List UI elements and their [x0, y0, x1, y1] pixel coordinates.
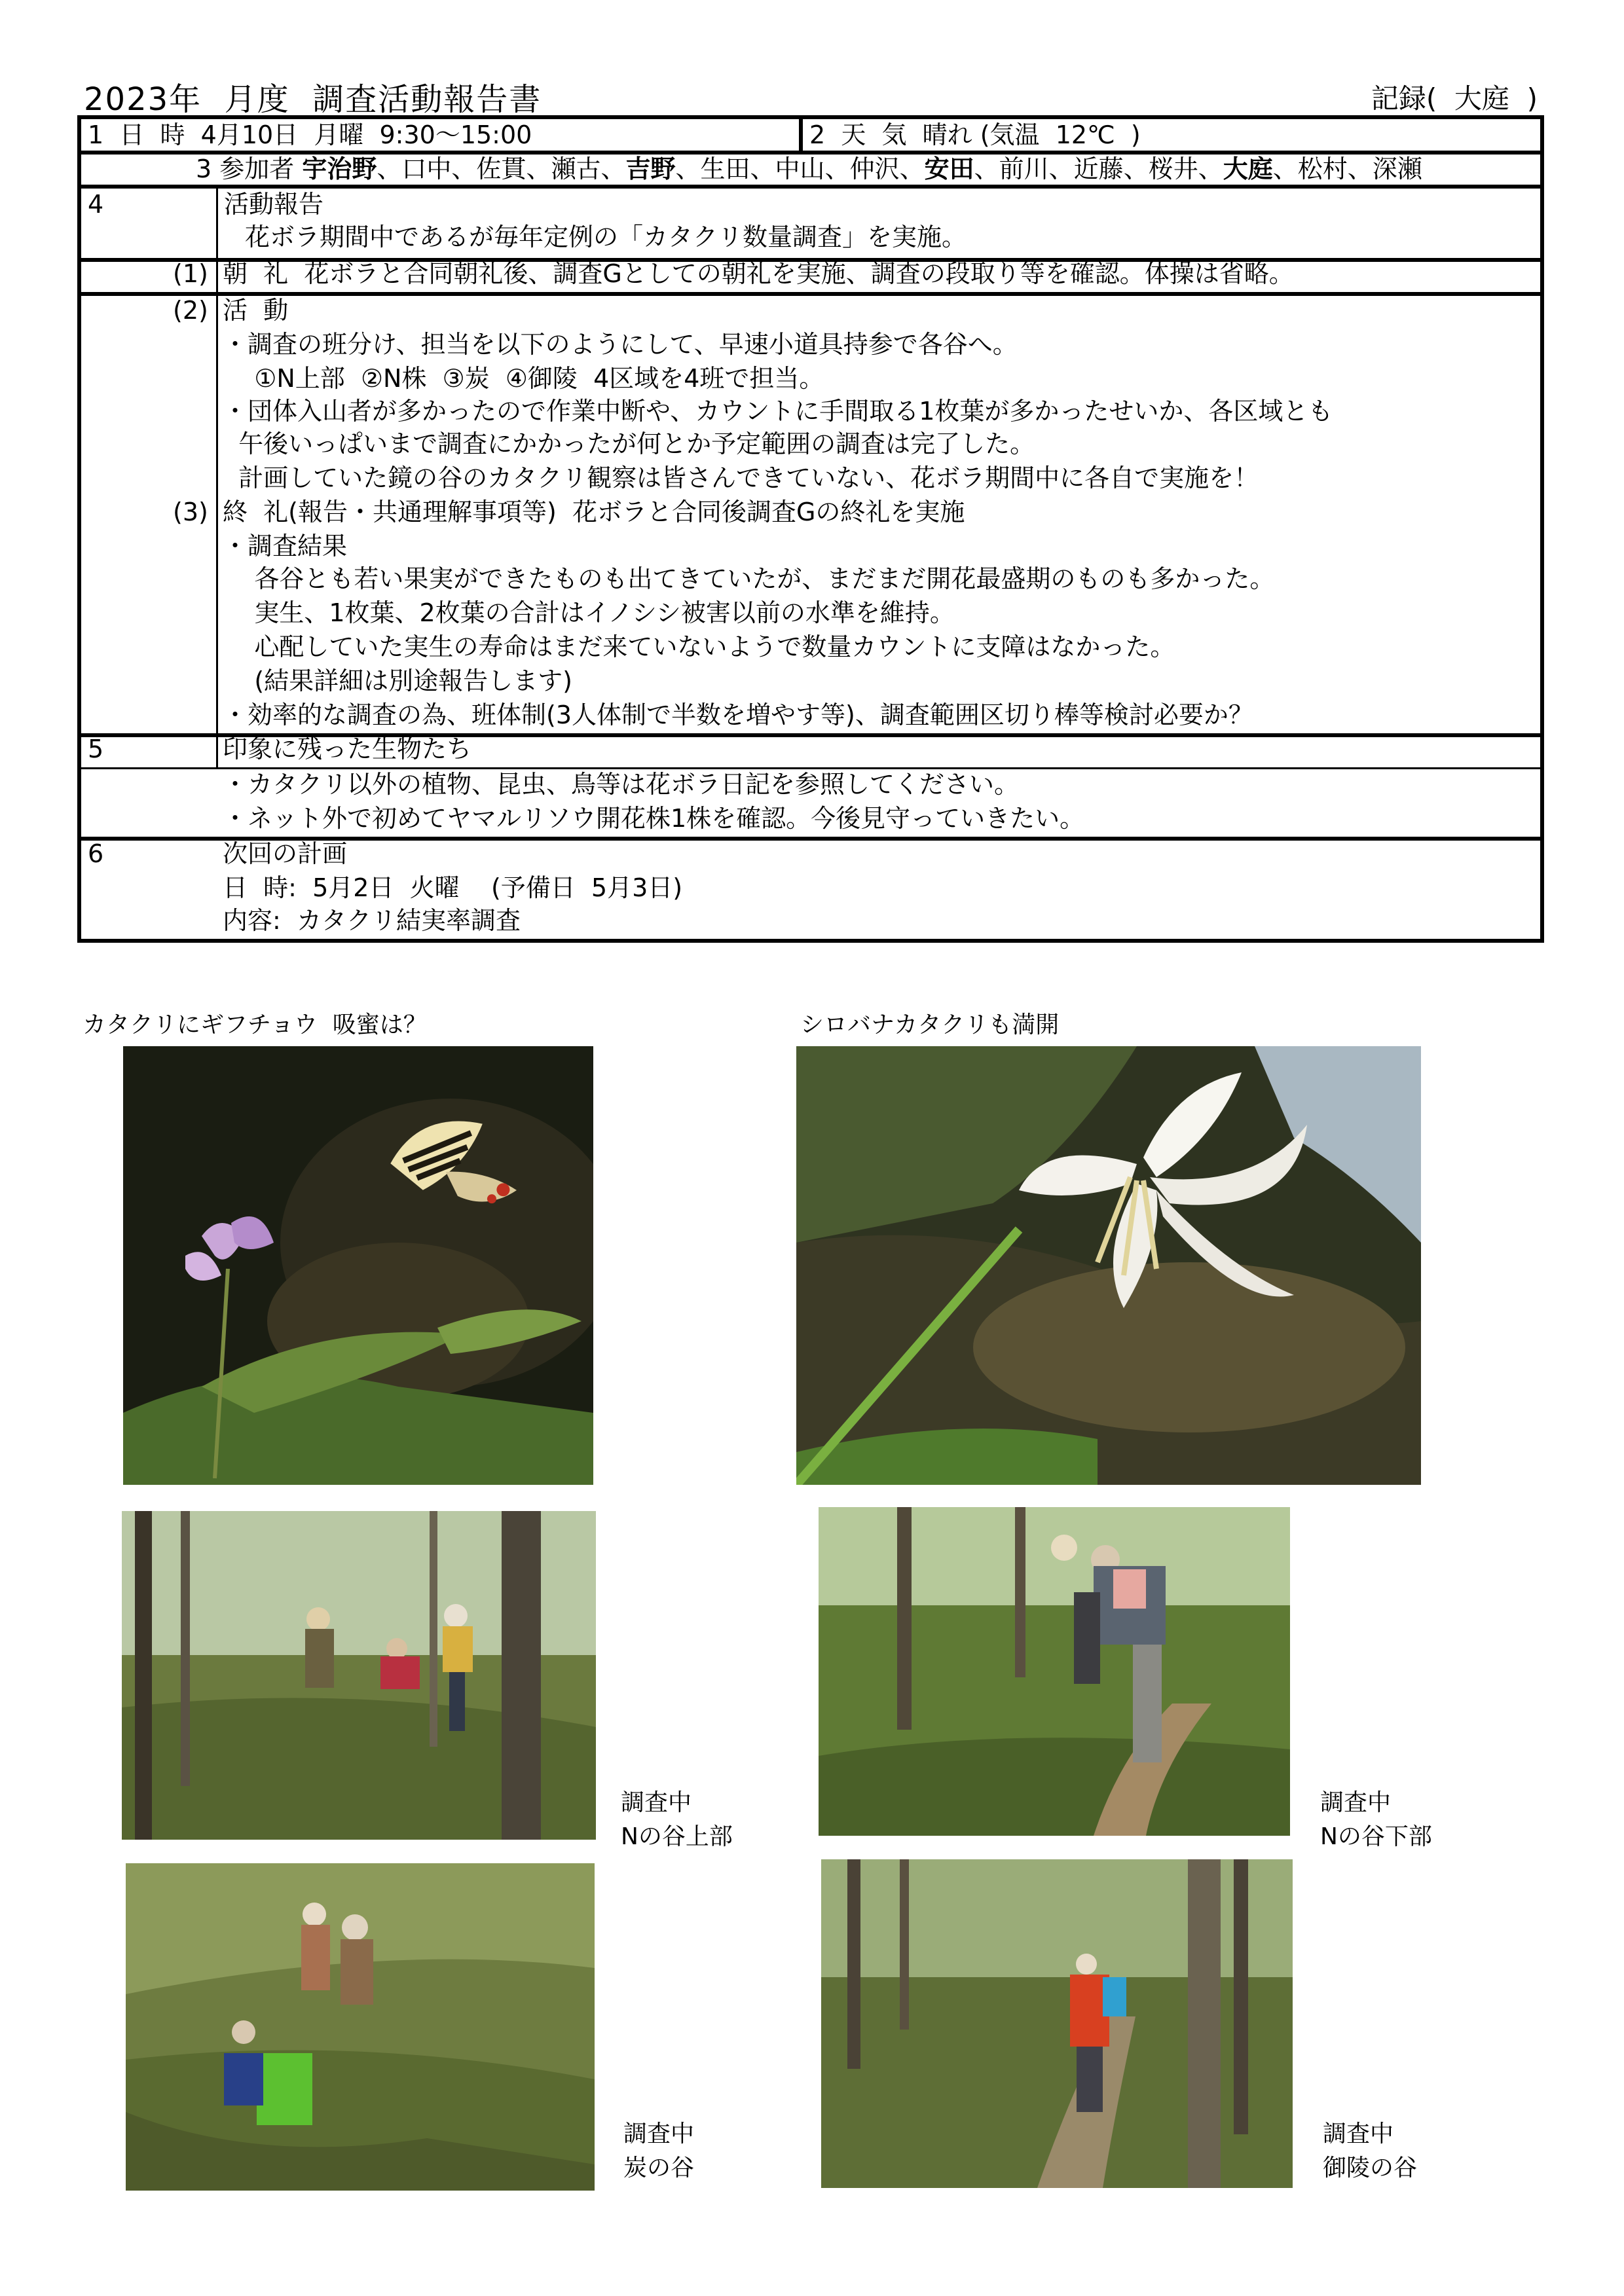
photo4-caption-line: 調査中 [1320, 1789, 1392, 1816]
survey-photo-n-upper [122, 1511, 596, 1840]
photo5-caption-line: 炭の谷 [623, 2155, 695, 2181]
photo5-caption-line: 調査中 [623, 2121, 695, 2147]
report-header [77, 71, 1544, 117]
section5-number: 5 [88, 735, 104, 763]
photo3-caption-line: Nの谷上部 [621, 1823, 733, 1850]
item2-line: ①N上部 ②N株 ③炭 ④御陵 4区域を4班で担当。 [223, 364, 824, 393]
butterfly-photo [123, 1046, 593, 1485]
participants-line: 3 参加者 宇治野、口中、佐貫、瀬古、吉野、生田、中山、仲沢、安田、前川、近藤、桜井、大庭、松村、深瀬 [196, 155, 1422, 183]
participant-name: 宇治野 [302, 155, 377, 183]
photo1-caption: カタクリにギフチョウ 吸蜜は？ [83, 1011, 427, 1038]
section4-number: 4 [88, 190, 104, 219]
participant-name: 前川 [999, 155, 1049, 183]
item3-line: 心配していた実生の寿命はまだ来ていないようで数量カウントに支障はなかった。 [223, 632, 1175, 661]
item3-line: 各谷とも若い果実ができたものも出てきていたが、まだまだ開花最盛期のものも多かった。 [223, 564, 1275, 593]
section4-heading: 活動報告 [224, 190, 324, 219]
item3-number: (3) [173, 498, 208, 526]
item1-number: (1) [173, 259, 208, 288]
datetime-text: 1 日 時 4月10日 月曜 9:30～15:00 [88, 120, 532, 149]
column-divider [216, 733, 218, 767]
recorder-label: 記録( 大庭 ) [1371, 82, 1538, 115]
column-divider [799, 119, 803, 151]
item2-number: (2) [173, 296, 208, 325]
item2-heading: 活 動 [223, 296, 289, 325]
section6-number: 6 [88, 839, 104, 868]
item2-line: ・団体入山者が多かったので作業中断や、カウントに手間取る1枚葉が多かったせいか、各区域とも [223, 397, 1333, 426]
participant-name: 仲沢 [849, 155, 900, 183]
section5-line: ・ネット外で初めてヤマルリソウ開花株1株を確認。今後見守っていきたい。 [223, 804, 1085, 833]
photo6-caption-line: 御陵の谷 [1323, 2155, 1418, 2181]
participant-name: 吉野 [625, 155, 676, 183]
survey-photo-goryo [821, 1859, 1293, 2188]
next-content: 内容: カタクリ結実率調査 [223, 906, 521, 935]
item2-line: ・調査の班分け、担当を以下のようにして、早速小道具持参で各谷へ。 [223, 330, 1018, 359]
participant-name: 中山 [775, 155, 825, 183]
survey-photo-sumi [126, 1863, 595, 2191]
survey-photo-n-lower [819, 1507, 1290, 1836]
participant-name: 松村 [1297, 155, 1348, 183]
section5-line: ・カタクリ以外の植物、昆虫、鳥等は花ボラ日記を参照してください。 [223, 770, 1020, 799]
white-katakuri-photo [796, 1046, 1421, 1485]
participant-name: 瀬古 [551, 155, 601, 183]
section4-intro: 花ボラ期間中であるが毎年定例の「カタクリ数量調査」を実施。 [245, 223, 967, 251]
participant-name: 桜井 [1148, 155, 1198, 183]
section6-heading: 次回の計画 [223, 839, 348, 868]
weather-text: 2 天 気 晴れ (気温 12℃ ) [809, 120, 1141, 149]
section5-heading: 印象に残った生物たち [223, 735, 472, 763]
item1-text: 朝 礼 花ボラと合同朝礼後、調査Gとしての朝礼を実施、調査の段取り等を確認。体操は省略。 [223, 259, 1294, 288]
participant-name: 口中 [401, 155, 452, 183]
item2-line: 午後いっぱいまで調査にかかったが何とか予定範囲の調査は完了した。 [223, 429, 1035, 458]
row-divider [81, 292, 1540, 296]
next-date: 日 時: 5月2日 火曜 (予備日 5月3日) [223, 873, 683, 902]
participant-name: 近藤 [1073, 155, 1124, 183]
item3-line: ・効率的な調査の為、班体制(3人体制で半数を増やす等)、調査範囲区切り棒等検討必要か？ [223, 701, 1253, 729]
report-title: 2023年 月度 調査活動報告書 [84, 81, 542, 118]
item3-line: (結果詳細は別途報告します) [223, 666, 572, 695]
photo3-caption-line: 調査中 [621, 1789, 692, 1816]
participant-name: 安田 [924, 155, 974, 183]
photo6-caption-line: 調査中 [1323, 2121, 1394, 2147]
participant-name: 深瀬 [1372, 155, 1422, 183]
item3-line: 実生、1枚葉、2枚葉の合計はイノシシ被害以前の水準を維持。 [223, 598, 955, 627]
item2-line: 計画していた鏡の谷のカタクリ観察は皆さんできていない、花ボラ期間中に各自で実施を！ [223, 464, 1259, 492]
column-divider [216, 185, 218, 733]
item3-line: ・調査結果 [223, 532, 348, 560]
participants-label: 3 参加者 [196, 155, 295, 183]
photo2-caption: シロバナカタクリも満開 [800, 1011, 1060, 1038]
participant-name: 佐貫 [476, 155, 526, 183]
item3-heading: 終 礼(報告・共通理解事項等) 花ボラと合同後調査Gの終礼を実施 [223, 498, 965, 526]
participant-name: 大庭 [1223, 155, 1273, 183]
participant-name: 生田 [700, 155, 750, 183]
photo4-caption-line: Nの谷下部 [1320, 1823, 1432, 1850]
report-table [77, 115, 1544, 943]
